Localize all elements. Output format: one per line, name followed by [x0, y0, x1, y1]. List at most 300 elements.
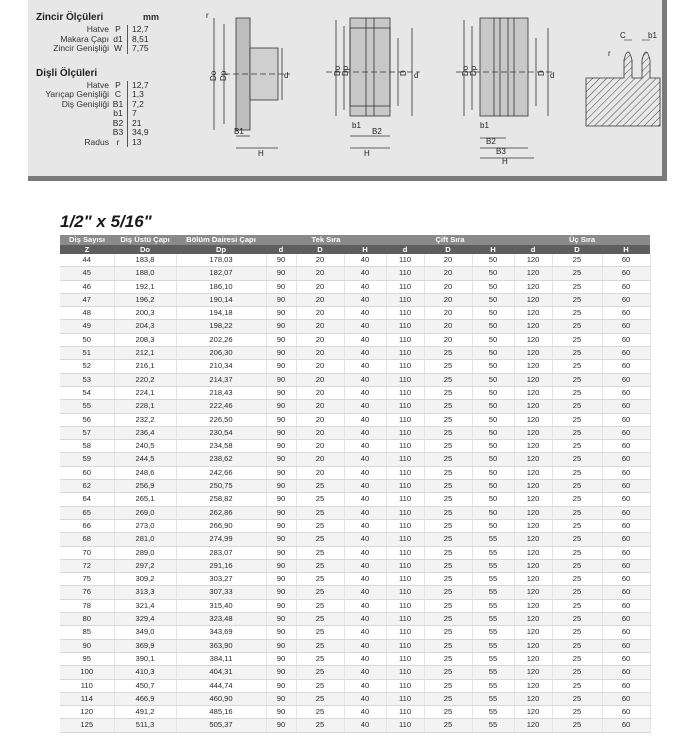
- table-cell: 40: [344, 506, 386, 519]
- table-cell: 25: [552, 293, 602, 306]
- table-cell: 120: [514, 652, 552, 665]
- table-row: [60, 706, 650, 719]
- table-cell: 25: [424, 533, 472, 546]
- table-cell: 242,66: [176, 466, 266, 479]
- table-cell: 60: [602, 666, 650, 679]
- diagram-double-row: [320, 8, 440, 158]
- table-cell: 343,69: [176, 626, 266, 639]
- table-cell: 110: [386, 559, 424, 572]
- table-cell: 25: [552, 493, 602, 506]
- table-cell: 120: [514, 626, 552, 639]
- table-cell: 120: [514, 440, 552, 453]
- spec-row: [36, 44, 186, 54]
- table-cell: 20: [296, 360, 344, 373]
- table-cell: 120: [60, 706, 114, 719]
- table-cell: 40: [344, 480, 386, 493]
- table-cell: 25: [296, 599, 344, 612]
- table-cell: 25: [296, 559, 344, 572]
- table-cell: 60: [602, 639, 650, 652]
- table-cell: 20: [296, 386, 344, 399]
- spec-label: Radus: [84, 136, 109, 147]
- table-row: [60, 440, 650, 453]
- sprocket-table: [60, 235, 651, 733]
- table-cell: 25: [552, 307, 602, 320]
- table-cell: 60: [602, 453, 650, 466]
- table-cell: 25: [424, 706, 472, 719]
- table-cell: 120: [514, 360, 552, 373]
- table-cell: 40: [344, 333, 386, 346]
- table-cell: 120: [514, 466, 552, 479]
- table-cell: 25: [552, 373, 602, 386]
- table-row: [60, 559, 650, 572]
- table-cell: 110: [386, 706, 424, 719]
- spec-symbol: r: [109, 138, 128, 148]
- table-cell: 50: [472, 413, 514, 426]
- table-cell: 240,5: [114, 440, 176, 453]
- table-cell: 47: [60, 293, 114, 306]
- table-cell: 56: [60, 413, 114, 426]
- table-cell: 120: [514, 666, 552, 679]
- table-cell: 110: [386, 413, 424, 426]
- spec-symbol: P: [109, 81, 128, 91]
- table-cell: 90: [266, 453, 296, 466]
- table-cell: 120: [514, 599, 552, 612]
- table-cell: 90: [266, 626, 296, 639]
- table-cell: 120: [514, 639, 552, 652]
- table-row: [60, 666, 650, 679]
- table-cell: 60: [602, 599, 650, 612]
- spec-value: 1,3: [132, 89, 144, 99]
- table-cell: 25: [552, 706, 602, 719]
- table-cell: 25: [296, 652, 344, 665]
- table-cell: 110: [386, 453, 424, 466]
- table-cell: 444,74: [176, 679, 266, 692]
- table-cell: 258,82: [176, 493, 266, 506]
- table-cell: 25: [552, 666, 602, 679]
- table-cell: 55: [472, 666, 514, 679]
- spec-value: 7: [132, 108, 137, 118]
- tooth-dimension-rows: [36, 81, 186, 148]
- spec-label: [36, 109, 109, 119]
- table-cell: 55: [472, 626, 514, 639]
- table-cell: 25: [424, 493, 472, 506]
- table-cell: 120: [514, 546, 552, 559]
- table-cell: 55: [472, 639, 514, 652]
- header-uc: Üç Sıra: [514, 235, 650, 245]
- table-cell: 62: [60, 480, 114, 493]
- table-cell: 110: [386, 360, 424, 373]
- table-cell: 25: [424, 453, 472, 466]
- spec-row: [36, 90, 186, 100]
- table-cell: 110: [386, 333, 424, 346]
- table-cell: 120: [514, 373, 552, 386]
- table-row: [60, 652, 650, 665]
- table-cell: 50: [472, 267, 514, 280]
- table-cell: 40: [344, 360, 386, 373]
- table-cell: 50: [472, 400, 514, 413]
- table-cell: 485,16: [176, 706, 266, 719]
- table-cell: 236,4: [114, 426, 176, 439]
- label-do-2: Do: [333, 65, 342, 76]
- table-cell: 198,22: [176, 320, 266, 333]
- table-cell: 20: [296, 307, 344, 320]
- spec-value: 7,75: [132, 43, 149, 53]
- table-cell: 410,3: [114, 666, 176, 679]
- table-cell: 120: [514, 307, 552, 320]
- table-cell: 25: [424, 360, 472, 373]
- table-cell: 214,37: [176, 373, 266, 386]
- table-cell: 25: [552, 573, 602, 586]
- table-cell: 20: [296, 373, 344, 386]
- table-cell: 25: [424, 666, 472, 679]
- table-cell: 196,2: [114, 293, 176, 306]
- spec-row: [36, 138, 186, 148]
- spec-row: [36, 128, 186, 138]
- table-cell: 110: [386, 400, 424, 413]
- table-cell: 90: [266, 692, 296, 705]
- table-cell: 95: [60, 652, 114, 665]
- table-cell: 60: [602, 586, 650, 599]
- table-cell: 40: [344, 599, 386, 612]
- table-cell: 40: [344, 586, 386, 599]
- table-cell: 25: [552, 639, 602, 652]
- subheader-cell: d: [386, 245, 424, 254]
- table-cell: 313,3: [114, 586, 176, 599]
- table-cell: 90: [266, 386, 296, 399]
- table-cell: 90: [266, 639, 296, 652]
- diagram-single-row: [194, 8, 304, 158]
- table-cell: 54: [60, 386, 114, 399]
- table-row: [60, 360, 650, 373]
- table-cell: 59: [60, 453, 114, 466]
- subheader-row: [60, 245, 650, 254]
- table-cell: 50: [472, 493, 514, 506]
- label-h: H: [258, 149, 264, 158]
- table-cell: 60: [602, 533, 650, 546]
- table-row: [60, 320, 650, 333]
- table-cell: 25: [296, 493, 344, 506]
- table-cell: 238,62: [176, 453, 266, 466]
- table-cell: 110: [386, 613, 424, 626]
- table-cell: 40: [344, 626, 386, 639]
- table-cell: 25: [552, 320, 602, 333]
- table-cell: 110: [386, 599, 424, 612]
- table-cell: 50: [472, 506, 514, 519]
- table-cell: 25: [424, 373, 472, 386]
- table-cell: 25: [552, 453, 602, 466]
- table-cell: 110: [386, 666, 424, 679]
- diagram-tooth-profile: [584, 30, 662, 140]
- table-cell: 55: [60, 400, 114, 413]
- table-cell: 55: [472, 679, 514, 692]
- table-cell: 40: [344, 440, 386, 453]
- table-cell: 329,4: [114, 613, 176, 626]
- table-cell: 55: [472, 533, 514, 546]
- spec-label: Hatve: [86, 79, 109, 90]
- table-cell: 40: [344, 559, 386, 572]
- table-cell: 25: [424, 466, 472, 479]
- table-cell: 50: [472, 519, 514, 532]
- spec-row: [36, 100, 186, 110]
- table-cell: 110: [386, 652, 424, 665]
- table-cell: 55: [472, 546, 514, 559]
- spec-label: Makara Çapı: [60, 33, 109, 44]
- table-cell: 20: [296, 280, 344, 293]
- table-cell: 60: [602, 400, 650, 413]
- table-cell: 40: [344, 639, 386, 652]
- table-cell: 40: [344, 692, 386, 705]
- table-cell: 55: [472, 613, 514, 626]
- table-cell: 60: [602, 320, 650, 333]
- table-cell: 58: [60, 440, 114, 453]
- table-cell: 60: [602, 307, 650, 320]
- table-cell: 25: [424, 652, 472, 665]
- table-cell: 232,2: [114, 413, 176, 426]
- table-cell: 60: [602, 373, 650, 386]
- table-cell: 110: [386, 533, 424, 546]
- table-cell: 220,2: [114, 373, 176, 386]
- table-cell: 40: [344, 293, 386, 306]
- subheader-cell: H: [472, 245, 514, 254]
- table-cell: 60: [602, 440, 650, 453]
- table-cell: 50: [60, 333, 114, 346]
- table-cell: 390,1: [114, 652, 176, 665]
- table-cell: 25: [552, 360, 602, 373]
- table-cell: 120: [514, 519, 552, 532]
- spec-value: 12,7: [132, 24, 149, 34]
- table-cell: 64: [60, 493, 114, 506]
- table-cell: 90: [266, 413, 296, 426]
- table-cell: 60: [602, 280, 650, 293]
- table-cell: 25: [552, 506, 602, 519]
- table-cell: 25: [552, 413, 602, 426]
- table-cell: 110: [386, 320, 424, 333]
- table-cell: 250,75: [176, 480, 266, 493]
- table-cell: 90: [266, 480, 296, 493]
- table-cell: 25: [296, 626, 344, 639]
- table-cell: 120: [514, 333, 552, 346]
- table-cell: 20: [424, 267, 472, 280]
- table-cell: 273,0: [114, 519, 176, 532]
- label-r: r: [206, 11, 209, 20]
- table-row: [60, 599, 650, 612]
- table-cell: 40: [344, 466, 386, 479]
- table-cell: 256,9: [114, 480, 176, 493]
- table-cell: 212,1: [114, 347, 176, 360]
- table-cell: 281,0: [114, 533, 176, 546]
- table-cell: 291,16: [176, 559, 266, 572]
- table-cell: 309,2: [114, 573, 176, 586]
- table-cell: 120: [514, 320, 552, 333]
- table-cell: 60: [602, 719, 650, 732]
- table-cell: 315,40: [176, 599, 266, 612]
- subheader-cell: H: [344, 245, 386, 254]
- table-row: [60, 267, 650, 280]
- table-cell: 90: [266, 599, 296, 612]
- table-cell: 49: [60, 320, 114, 333]
- table-cell: 25: [424, 626, 472, 639]
- label-b3-3: B3: [496, 147, 506, 156]
- table-cell: 60: [602, 626, 650, 639]
- table-row: [60, 373, 650, 386]
- table-cell: 25: [552, 599, 602, 612]
- table-cell: 90: [266, 280, 296, 293]
- table-cell: 110: [386, 692, 424, 705]
- table-cell: 46: [60, 280, 114, 293]
- table-cell: 90: [266, 666, 296, 679]
- table-cell: 90: [266, 466, 296, 479]
- table-cell: 110: [386, 386, 424, 399]
- table-cell: 53: [60, 373, 114, 386]
- subheader-cell: H: [602, 245, 650, 254]
- table-cell: 204,3: [114, 320, 176, 333]
- table-row: [60, 280, 650, 293]
- table-cell: 50: [472, 426, 514, 439]
- table-row: [60, 639, 650, 652]
- table-cell: 25: [552, 533, 602, 546]
- table-cell: 25: [424, 639, 472, 652]
- table-cell: 90: [266, 586, 296, 599]
- table-cell: 210,34: [176, 360, 266, 373]
- table-cell: 70: [60, 546, 114, 559]
- table-cell: 25: [424, 692, 472, 705]
- table-cell: 40: [344, 426, 386, 439]
- table-cell: 80: [60, 613, 114, 626]
- table-cell: 51: [60, 347, 114, 360]
- table-cell: 230,54: [176, 426, 266, 439]
- table-cell: 48: [60, 307, 114, 320]
- table-cell: 90: [266, 533, 296, 546]
- table-cell: 206,30: [176, 347, 266, 360]
- spec-symbol: B1: [109, 100, 128, 110]
- table-cell: 25: [552, 347, 602, 360]
- table-cell: 40: [344, 373, 386, 386]
- table-cell: 90: [266, 400, 296, 413]
- table-cell: 50: [472, 320, 514, 333]
- header-z: Diş Sayısı: [60, 235, 114, 245]
- table-row: [60, 254, 650, 267]
- table-cell: 68: [60, 533, 114, 546]
- table-cell: 110: [386, 506, 424, 519]
- spec-row: [36, 25, 186, 35]
- table-cell: 40: [344, 546, 386, 559]
- table-cell: 40: [344, 519, 386, 532]
- table-row: [60, 626, 650, 639]
- table-cell: 20: [424, 280, 472, 293]
- table-cell: 120: [514, 386, 552, 399]
- table-cell: 55: [472, 652, 514, 665]
- table-cell: 60: [602, 706, 650, 719]
- table-cell: 25: [296, 613, 344, 626]
- table-cell: 20: [296, 267, 344, 280]
- table-cell: 25: [552, 626, 602, 639]
- table-cell: 25: [552, 613, 602, 626]
- label-d-3: d: [550, 71, 555, 80]
- table-cell: 120: [514, 506, 552, 519]
- table-row: [60, 400, 650, 413]
- table-row: [60, 426, 650, 439]
- table-cell: 40: [344, 307, 386, 320]
- table-row: [60, 573, 650, 586]
- table-cell: 226,50: [176, 413, 266, 426]
- table-row: [60, 506, 650, 519]
- label-dp: Dp: [219, 70, 228, 81]
- table-cell: 120: [514, 586, 552, 599]
- table-cell: 323,48: [176, 613, 266, 626]
- table-cell: 25: [424, 413, 472, 426]
- label-h-3: H: [502, 157, 508, 166]
- table-cell: 25: [552, 519, 602, 532]
- table-cell: 50: [472, 373, 514, 386]
- table-cell: 60: [602, 333, 650, 346]
- table-cell: 66: [60, 519, 114, 532]
- spec-label: Yarıçap Genişliği: [45, 89, 109, 99]
- table-cell: 90: [266, 267, 296, 280]
- table-cell: 120: [514, 573, 552, 586]
- label-b1-2: b1: [352, 121, 361, 130]
- table-cell: 25: [424, 506, 472, 519]
- label-d-2: d: [414, 71, 419, 80]
- table-cell: 60: [60, 466, 114, 479]
- table-cell: 25: [424, 519, 472, 532]
- table-cell: 55: [472, 692, 514, 705]
- table-row: [60, 546, 650, 559]
- table-cell: 120: [514, 613, 552, 626]
- table-cell: 25: [424, 586, 472, 599]
- table-cell: 57: [60, 426, 114, 439]
- label-d-upper-3: D: [537, 70, 546, 76]
- spec-value: 13: [132, 136, 142, 147]
- table-cell: 90: [266, 719, 296, 732]
- table-cell: 55: [472, 599, 514, 612]
- table-cell: 110: [386, 426, 424, 439]
- table-cell: 110: [386, 719, 424, 732]
- table-cell: 384,11: [176, 652, 266, 665]
- table-cell: 40: [344, 533, 386, 546]
- header-do: Diş Üstü Çapı: [114, 235, 176, 245]
- table-cell: 321,4: [114, 599, 176, 612]
- diagram-triple-row: [450, 8, 560, 166]
- table-cell: 20: [296, 453, 344, 466]
- table-cell: 110: [386, 546, 424, 559]
- table-row: [60, 333, 650, 346]
- table-cell: 25: [552, 586, 602, 599]
- table-cell: 202,26: [176, 333, 266, 346]
- table-cell: 60: [602, 293, 650, 306]
- spec-symbol: W: [109, 44, 128, 54]
- table-cell: 505,37: [176, 719, 266, 732]
- table-cell: 190,14: [176, 293, 266, 306]
- table-cell: 40: [344, 493, 386, 506]
- table-cell: 90: [266, 613, 296, 626]
- subheader-cell: Z: [60, 245, 114, 254]
- table-cell: 120: [514, 679, 552, 692]
- label-do-3: Do: [461, 65, 470, 76]
- table-cell: 25: [552, 426, 602, 439]
- table-cell: 40: [344, 706, 386, 719]
- table-body: [60, 254, 650, 732]
- table-cell: 110: [386, 254, 424, 267]
- table-cell: 25: [552, 280, 602, 293]
- label-b1: B1: [234, 127, 244, 136]
- table-cell: 369,9: [114, 639, 176, 652]
- table-cell: 100: [60, 666, 114, 679]
- table-cell: 90: [266, 373, 296, 386]
- table-cell: 20: [296, 254, 344, 267]
- table-row: [60, 453, 650, 466]
- table-cell: 60: [602, 386, 650, 399]
- table-cell: 50: [472, 280, 514, 293]
